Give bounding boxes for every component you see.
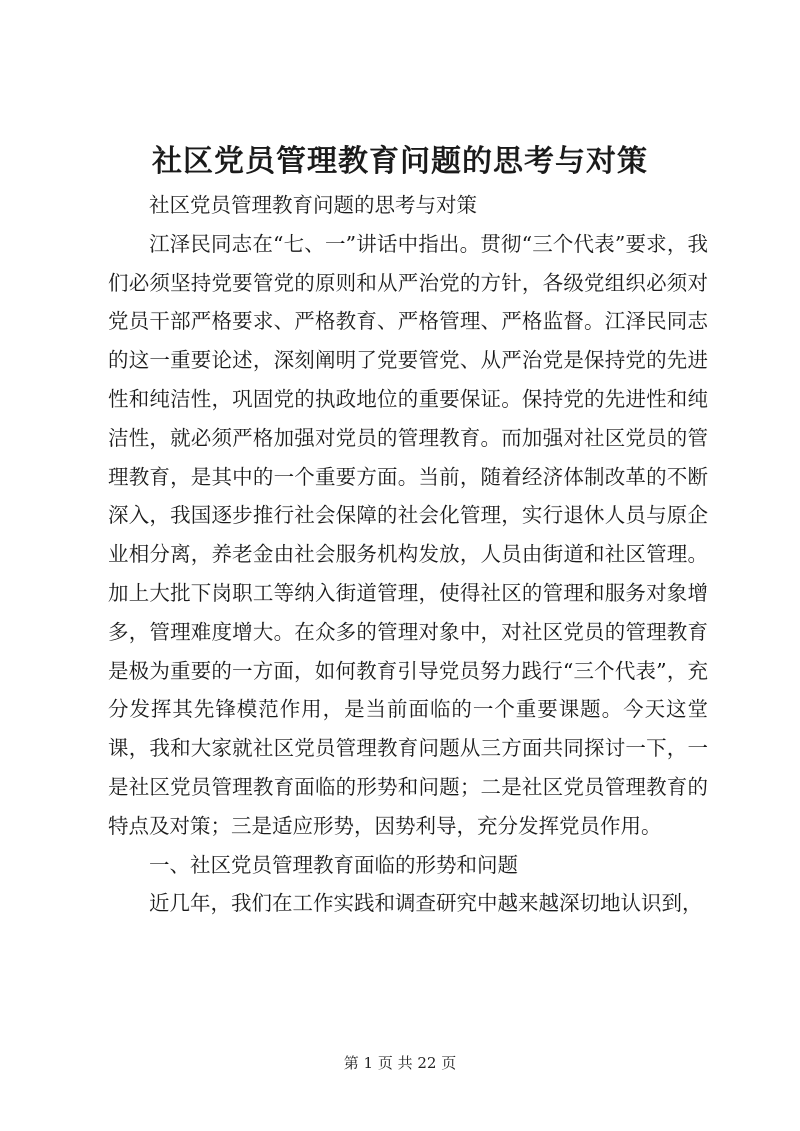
body-paragraph: 江泽民同志在“七、一”讲话中指出。贯彻“三个代表”要求，我们必须坚持党要管党的原则和从严治党的方针，各级党组织必须对党员干部严格要求、严格教育、严格管理、严格监督。江泽民同志的这一重要论述，深刻阐明了党要管党、从严治党是保持党的先进性和纯洁性，巩固党的执政地位的重要保证。保持党的先进性和纯洁性，就必须严格加强对党员的管理教育。而加强对社区党员的管理教育，是其中的一个重要方面。当前，随着经济体制改革的不断深入，我国逐步推行社会保障的社会化管理，实行退休人员与原企业相分离，养老金由社会服务机构发放，人员由街道和社区管理。加上大批下岗职工等纳入街道管理，使得社区的管理和服务对象增多，管理难度增大。在众多的管理对象中，对社区党员的管理教育是极为重要的一方面，如何教育引导党员努力践行“三个代表”，充分发挥其先锋模范作用，是当前面临的一个重要课题。今天这堂课，我和大家就社区党员管理教育问题从三方面共同探讨一下，一是社区党员管理教育面临的形势和问题；二是社区党员管理教育的特点及对策；三是适应形势，因势利导，充分发挥党员作用。 — [108, 231, 708, 838]
subtitle-paragraph: 社区党员管理教育问题的思考与对策 — [149, 193, 477, 217]
page-number: 第 1 页 共 22 页 — [343, 1054, 457, 1072]
document-body — [108, 186, 708, 923]
document-title: 社区党员管理教育问题的思考与对策 — [152, 144, 648, 179]
section-heading: 一、社区党员管理教育面临的形势和问题 — [149, 852, 518, 877]
body-paragraph: 近几年，我们在工作实践和调查研究中越来越深切地认识到， — [149, 891, 703, 916]
